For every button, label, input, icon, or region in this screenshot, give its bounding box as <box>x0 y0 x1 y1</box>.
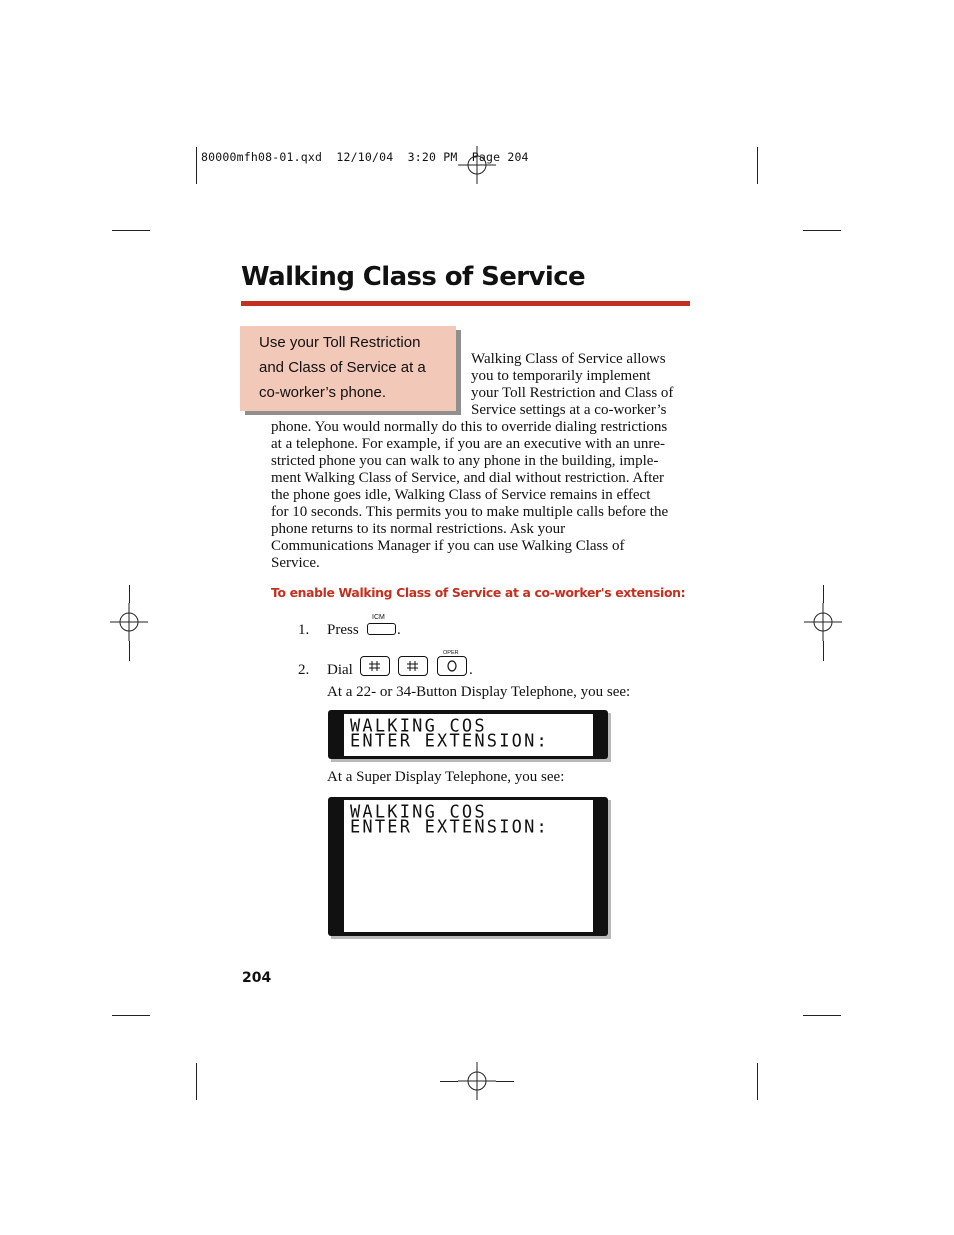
crop-mark <box>757 147 758 184</box>
step-text: Dial <box>327 662 353 678</box>
text-line: the phone goes idle, Walking Class of Service remains in effect <box>271 487 651 503</box>
text-line: you to temporarily implement <box>471 368 651 384</box>
text-line: your Toll Restriction and Class of <box>471 385 674 401</box>
registration-mark-icon <box>458 1062 496 1100</box>
display-line: WALKING COS <box>350 801 487 823</box>
display-line: WALKING COS <box>350 715 487 737</box>
crop-mark <box>196 147 197 184</box>
crop-mark <box>129 641 130 661</box>
registration-mark-icon <box>458 146 496 184</box>
display-caption: At a 22- or 34-Button Display Telephone, you see: <box>327 684 631 700</box>
step-period: . <box>397 622 401 638</box>
text-line: phone returns to its normal restrictions. Ask your <box>271 521 566 537</box>
display-screen-super <box>344 800 593 932</box>
text-line: ment Walking Class of Service, and dial without restriction. After <box>271 470 665 486</box>
intro-paragraph-body <box>271 419 668 572</box>
crop-mark <box>112 1015 150 1016</box>
oper-key-label: OPER <box>443 650 459 656</box>
callout-line: co-worker’s phone. <box>259 384 387 401</box>
crop-mark <box>112 230 150 231</box>
crop-mark <box>196 1063 197 1100</box>
intro-paragraph-top <box>471 351 673 419</box>
registration-mark-icon <box>804 603 842 641</box>
printer-slug-line: 80000mfh08-01.qxd 12/10/04 3:20 PM Page 204 <box>201 150 529 164</box>
page-title: Walking Class of Service <box>241 262 586 292</box>
text-line: at a telephone. For example, if you are an executive with an unre- <box>271 436 666 452</box>
crop-mark <box>803 1015 841 1016</box>
step-text: Press <box>327 622 359 638</box>
crop-mark <box>757 1063 758 1100</box>
step-period: . <box>469 662 473 678</box>
pound-key-icon <box>360 656 390 676</box>
text-line: stricted phone you can walk to any phone in the building, imple- <box>271 453 659 469</box>
zero-key-icon <box>437 656 467 676</box>
callout-line: Use your Toll Restriction <box>259 334 421 351</box>
pound-key-icon <box>398 656 428 676</box>
display-line: ENTER EXTENSION: <box>350 816 549 838</box>
crop-mark <box>440 1081 458 1082</box>
procedure-subhead: To enable Walking Class of Service at a co-worker's extension: <box>271 585 686 600</box>
text-line: phone. You would normally do this to override dialing restrictions <box>271 419 668 435</box>
page-number: 204 <box>242 970 272 986</box>
callout-line: and Class of Service at a <box>259 359 426 376</box>
crop-mark <box>129 585 130 603</box>
display-caption: At a Super Display Telephone, you see: <box>327 769 565 785</box>
display-line: ENTER EXTENSION: <box>350 730 549 752</box>
text-line: Service settings at a co-worker’s <box>471 402 667 418</box>
icm-key-icon <box>367 623 396 635</box>
display-screen-22-34 <box>344 714 593 756</box>
title-rule <box>241 301 690 306</box>
text-line: Communications Manager if you can use Walking Class of <box>271 538 625 554</box>
crop-mark <box>823 585 824 603</box>
icm-key-label: ICM <box>372 614 385 621</box>
callout-box <box>240 326 456 411</box>
step-number: 1. <box>298 622 310 638</box>
step-number: 2. <box>298 662 310 678</box>
crop-mark <box>496 1081 514 1082</box>
text-line: Walking Class of Service allows <box>471 351 666 367</box>
text-line: Service. <box>271 555 320 571</box>
text-line: for 10 seconds. This permits you to make multiple calls before the <box>271 504 669 520</box>
registration-mark-icon <box>110 603 148 641</box>
crop-mark <box>803 230 841 231</box>
crop-mark <box>823 641 824 661</box>
